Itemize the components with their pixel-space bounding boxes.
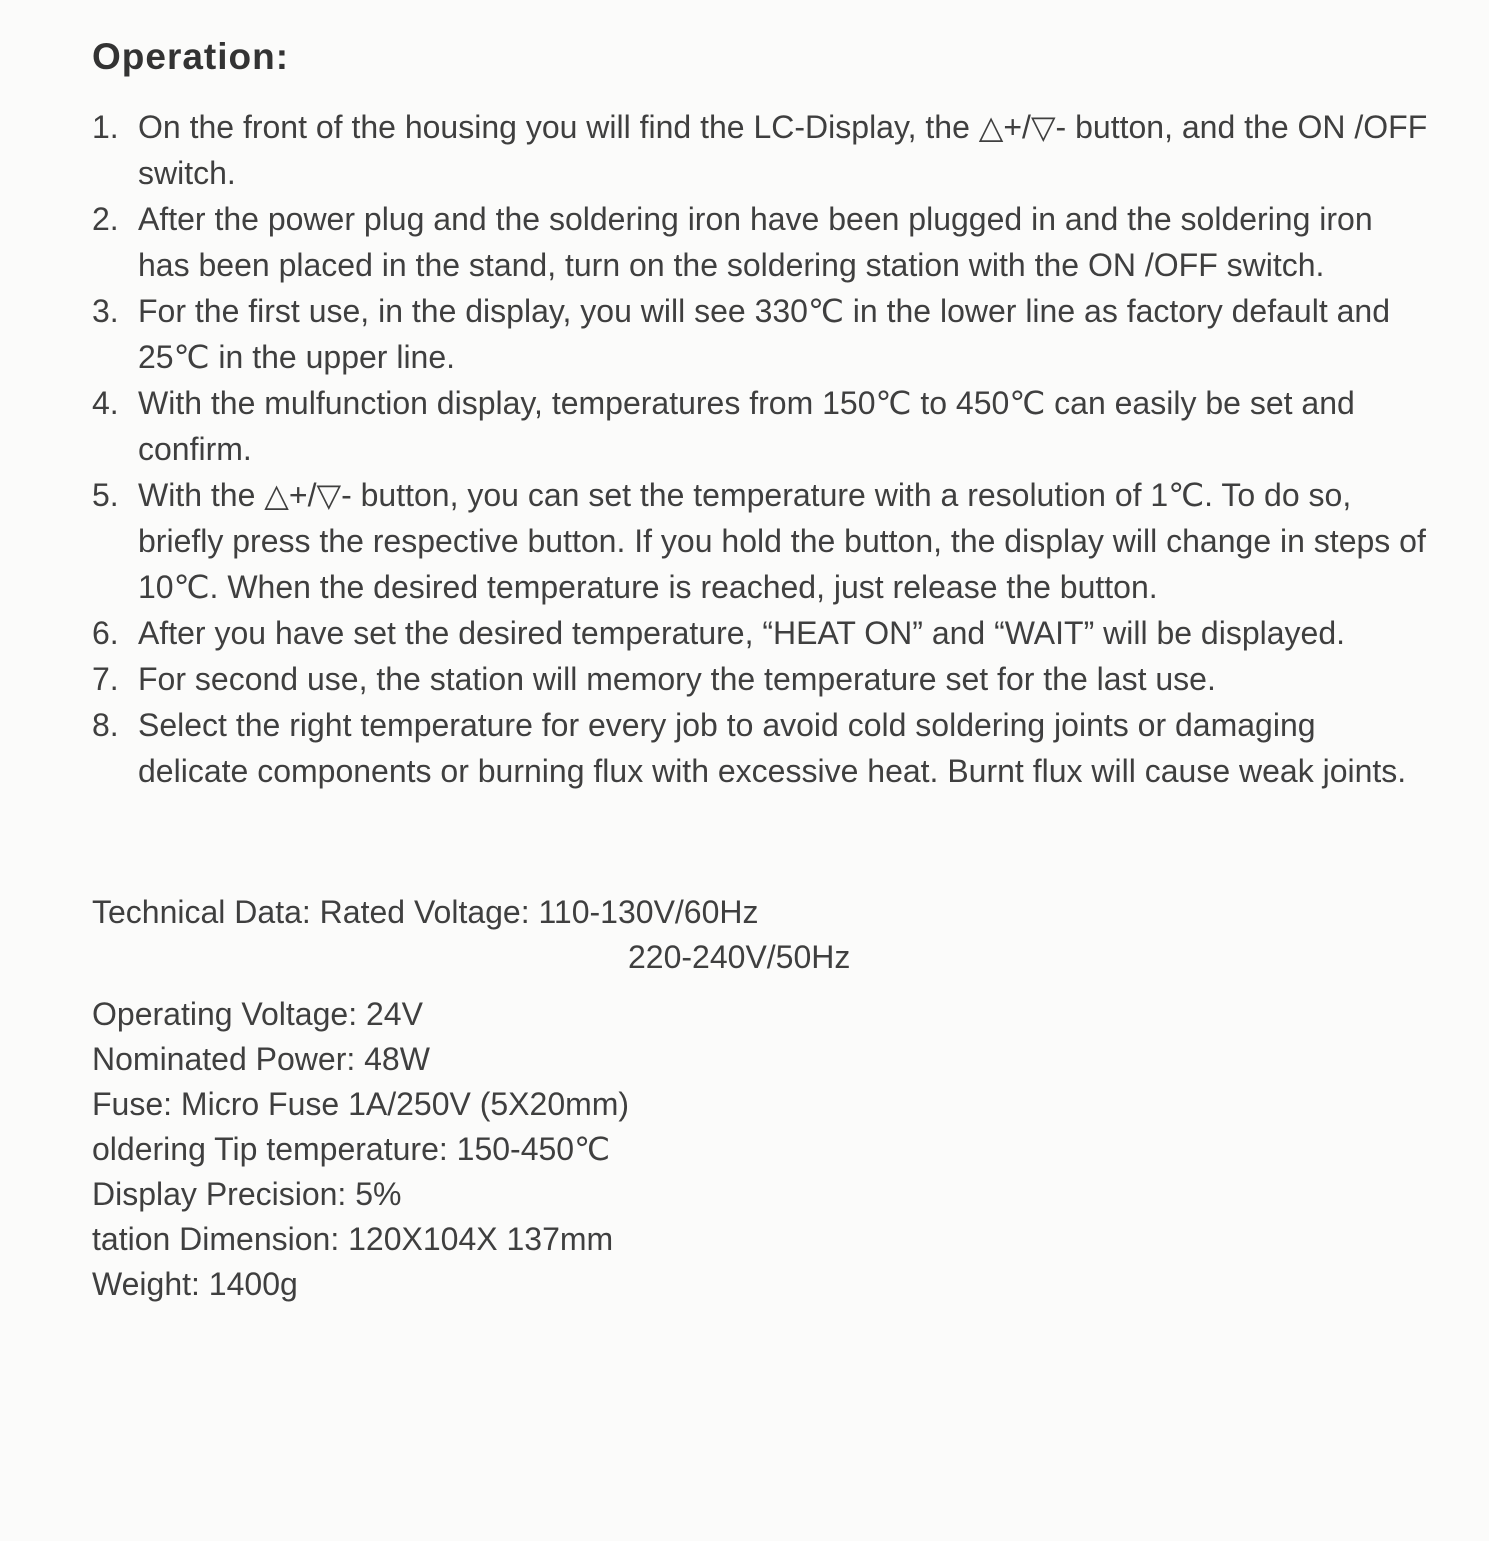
list-item-text: After the power plug and the soldering iron have been plugged in and the soldering iron has been placed in the stand, turn on the soldering station with the ON /OFF switch. <box>138 201 1373 283</box>
list-item-number: 5. <box>92 477 119 513</box>
list-item-text: After you have set the desired temperature, “HEAT ON” and “WAIT” will be displayed. <box>138 615 1346 651</box>
spec-line: Display Precision: 5% <box>92 1176 402 1212</box>
spec-line: Weight: 1400g <box>92 1266 298 1302</box>
list-item-text: For the first use, in the display, you will see 330℃ in the lower line as factory default and 25℃ in the upper line. <box>138 293 1390 375</box>
spec-line: tation Dimension: 120X104X 137mm <box>92 1221 614 1257</box>
list-item <box>92 702 1429 794</box>
list-item <box>92 196 1429 288</box>
list-item-text: For second use, the station will memory the temperature set for the last use. <box>138 661 1216 697</box>
list-item-text: With the mulfunction display, temperatures from 150℃ to 450℃ can easily be set and confirm. <box>138 385 1355 467</box>
list-item-number: 8. <box>92 707 119 743</box>
list-item-number: 7. <box>92 661 119 697</box>
list-item-number: 6. <box>92 615 119 651</box>
spec-line: Fuse: Micro Fuse 1A/250V (5X20mm) <box>92 1086 630 1122</box>
list-item <box>92 380 1429 472</box>
spec-line: oldering Tip temperature: 150-450℃ <box>92 1131 611 1167</box>
list-item-number: 1. <box>92 109 119 145</box>
list-item-text: On the front of the housing you will find the LC-Display, the △+/▽- button, and the ON /OFF switch. <box>138 109 1428 191</box>
list-item-number: 3. <box>92 293 119 329</box>
page-title: Operation: <box>92 36 290 77</box>
list-item-number: 4. <box>92 385 119 421</box>
spec-list <box>92 992 1429 1307</box>
list-item-text: With the △+/▽- button, you can set the temperature with a resolution of 1℃. To do so, briefly press the respective button. If you hold the button, the display will change in steps of 10℃. When the desired temperature is reached, just release the button. <box>138 477 1426 605</box>
list-item <box>92 656 1429 702</box>
list-item-text: Select the right temperature for every job to avoid cold soldering joints or damaging delicate components or burning flux with excessive heat. Burnt flux will cause weak joints. <box>138 707 1407 789</box>
list-item <box>92 610 1429 656</box>
technical-data-continuation: 220-240V/50Hz <box>628 939 851 975</box>
spec-line: Nominated Power: 48W <box>92 1041 430 1077</box>
list-item <box>92 104 1429 196</box>
technical-data-line: Technical Data: Rated Voltage: 110-130V/60Hz <box>92 894 759 930</box>
list-item <box>92 288 1429 380</box>
operation-list <box>92 104 1429 794</box>
list-item <box>92 472 1429 610</box>
spec-line: Operating Voltage: 24V <box>92 996 423 1032</box>
list-item-number: 2. <box>92 201 119 237</box>
technical-data-section <box>92 890 1429 1307</box>
